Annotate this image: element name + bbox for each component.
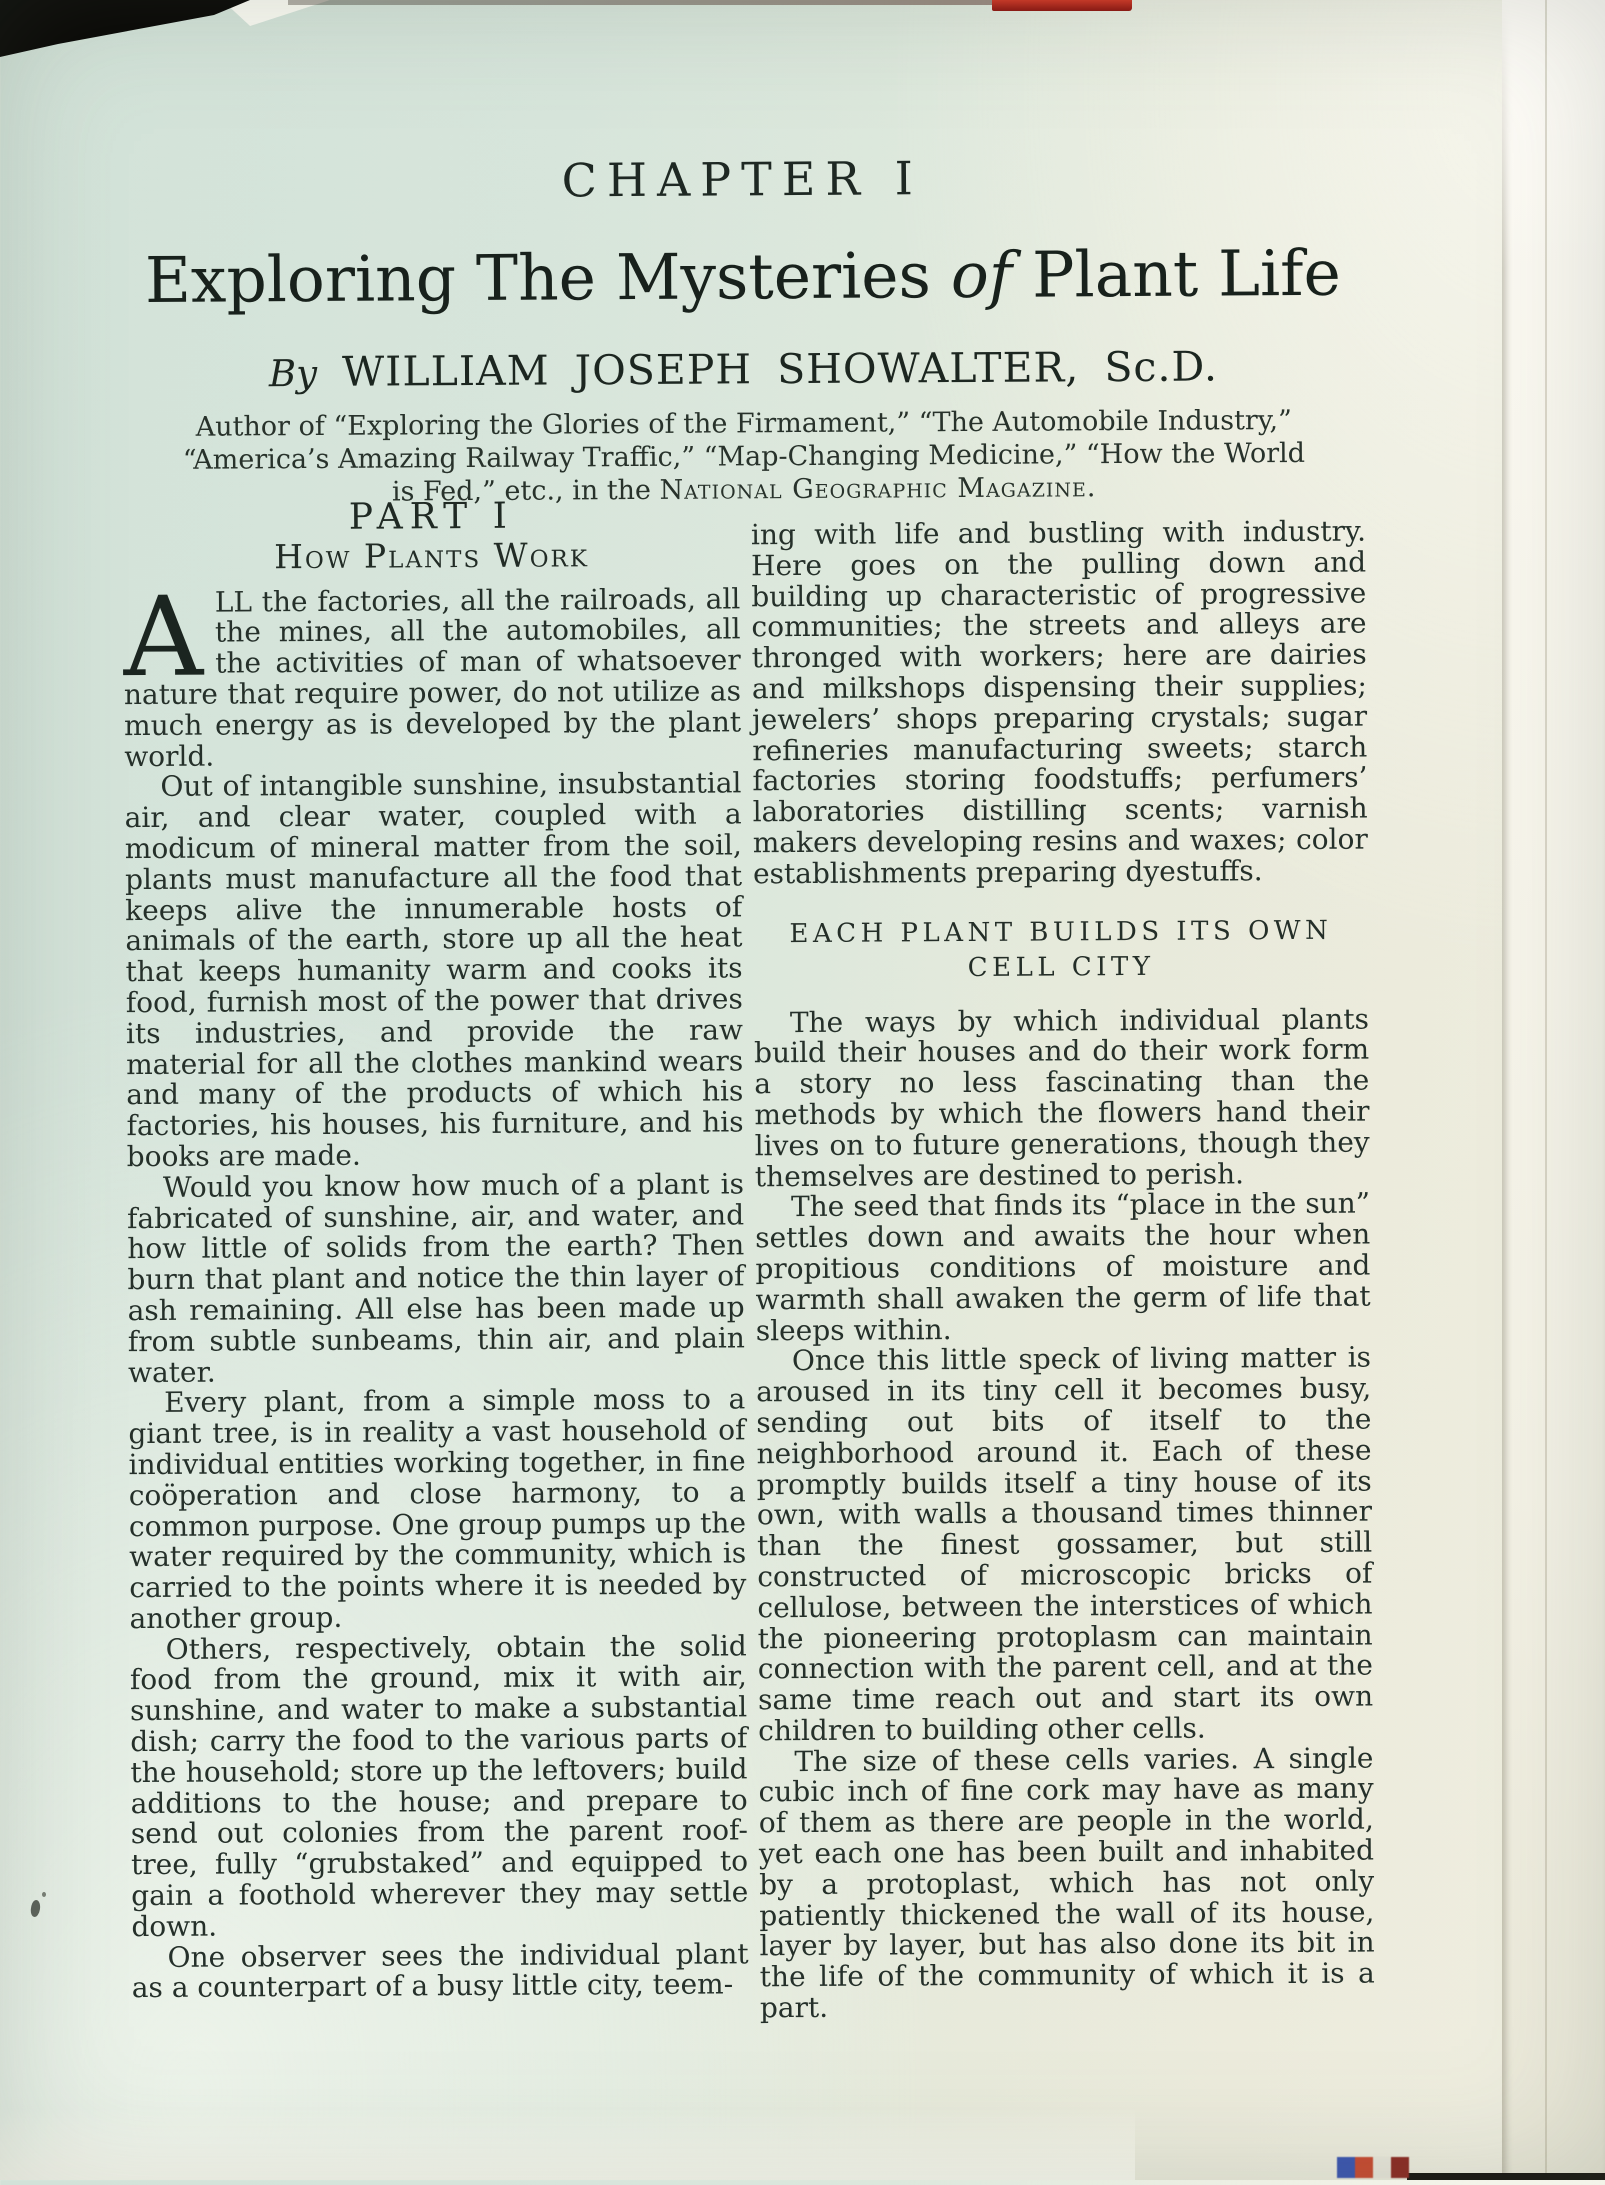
- paragraph-text: LL the factories, all the railroads, all the mines, all the automobiles, all the activities of man of whatsoever nature that require power, do not utilize as much energy as is developed by the plant world.: [123, 581, 742, 773]
- title-text-pre: Exploring The Mysteries: [144, 239, 952, 318]
- section-subheading: [753, 913, 1368, 987]
- right-column: [750, 514, 1375, 2025]
- byline: [122, 342, 1365, 398]
- credit-line-2: “America’s Amazing Railway Traffic,” “Map-Changing Medicine,” “How the World: [182, 437, 1306, 476]
- paragraph-continuation: ing with life and bustling with industry. Here goes on the pulling down and building up characteristic of progressive communities; the streets and alleys are thronged with workers; here are dairies and milkshops dispensing their supplies; jewelers’ shops preparing crystals; sugar refineries manufacturing sweets; starch factories storing foodstuffs; perfumers’ laboratories distilling scents; varnish makers developing resins and waxes; color establishments preparing dyestuffs.: [750, 514, 1368, 891]
- paragraph: Would you know how much of a plant is fabricated of sunshine, air, and water, and how little of solids from the earth? Then burn that plant and notice the thin layer of ash remaining. All else has been made up from subtle sunbeams, thin air, and plain water.: [127, 1167, 745, 1389]
- chapter-title: [121, 237, 1364, 318]
- paragraph: Others, respectively, obtain the solid food from the ground, mix it with air, sunshine, and water to make a substantial dish; carry the food to the various parts of the household; store up the leftovers; build additions to the house; and prepare to send out colonies from the parent roof-tree, fully “grubstaked” and equipped to gain a foothold wherever they may settle down.: [129, 1629, 749, 1943]
- byline-author: WILLIAM JOSEPH SHOWALTER, Sc.D.: [341, 342, 1219, 396]
- part-heading: PART I: [348, 495, 514, 538]
- left-column: [123, 495, 749, 2005]
- credit-line-3-text: is Fed,” etc., in the: [391, 474, 660, 508]
- credit-magazine-name: National Geographic Magazine.: [659, 472, 1097, 506]
- paragraph: The ways by which individual plants build their houses and do their work form a story no less fascinating than the methods by which the flowers hand their lives on to future generations, though they themselves are destined to perish.: [754, 1002, 1370, 1193]
- paragraph: Every plant, from a simple moss to a giant tree, is in reality a vast household of individual entities working together, in fine coöperation and close harmony, to a common purpose. One group pumps up the water required by the community, which is carried to the points where it is needed by another group.: [128, 1382, 747, 1636]
- title-text-post: Plant Life: [1011, 236, 1341, 312]
- paragraph: The size of these cells varies. A single cubic inch of fine cork may have as many of them as there are people in the world, yet each one has been built and inhabited by a protoplast, which has not only patiently thickened the wall of its house, layer by layer, but has also done its bit in the life of the community of which it is a part.: [758, 1741, 1375, 2025]
- paragraph: Out of intangible sunshine, insubstantial air, and clear water, coupled with a modicum of mineral matter from the soil, plants must manufacture all the food that keeps alive the innumerable hosts of animals of the earth, store up all the heat that keeps humanity warm and cooks its food, furnish most of the power that drives its industries, and provide the raw material for all the clothes mankind wears and many of the products of which his factories, his houses, his furniture, and his books are made.: [124, 766, 744, 1174]
- chapter-header: [121, 149, 1366, 511]
- paragraph: The seed that finds its “place in the sun” settles down and awaits the hour when propitious conditions of moisture and warmth shall awaken the germ of life that sleeps within.: [755, 1186, 1371, 1347]
- paragraph: [123, 572, 742, 773]
- paragraph: One observer sees the individual plant as a counterpart of a busy little city, teem-: [131, 1937, 749, 2005]
- drop-cap: A: [123, 572, 204, 701]
- paragraph: Once this little speck of living matter is aroused in its tiny cell it becomes busy, sending out bits of itself to the neighborhood around it. Each of these promptly builds itself a tiny house of its own, with walls a thousand times thinner than the finest gossamer, but still constructed of microscopic bricks of cellulose, between the interstices of which the pioneering protoplasm can maintain connection with the parent cell, and at the same time reach out and start its own children to building other cells.: [756, 1340, 1374, 1748]
- subheading-line-2: CELL CITY: [967, 951, 1155, 983]
- byline-by: By: [268, 351, 318, 396]
- author-credit: [122, 404, 1366, 511]
- credit-line-1: Author of “Exploring the Glories of the Firmament,” “The Automobile Industry,”: [195, 405, 1292, 443]
- chapter-label: CHAPTER I: [561, 151, 924, 208]
- subheading-line-1: EACH PLANT BUILDS ITS OWN: [789, 915, 1333, 949]
- section-heading: How Plants Work: [274, 535, 590, 577]
- title-text-italic: of: [950, 238, 1013, 313]
